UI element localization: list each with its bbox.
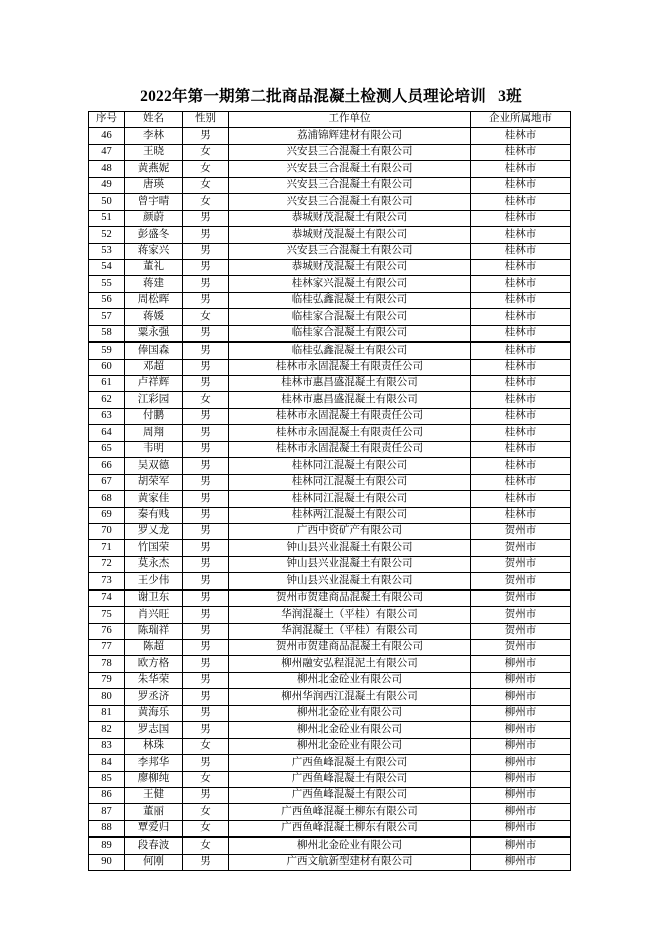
cell-sex: 男: [183, 491, 229, 507]
cell-seq: 67: [89, 474, 125, 490]
cell-city: 贺州市: [471, 623, 571, 639]
cell-unit: 荔浦锦辉建材有限公司: [229, 128, 471, 144]
cell-unit: 贺州市贺建商品混凝土有限公司: [229, 640, 471, 656]
cell-sex: 女: [183, 804, 229, 820]
cell-unit: 临桂弘鑫混凝土有限公司: [229, 342, 471, 359]
cell-seq: 73: [89, 573, 125, 590]
cell-sex: 女: [183, 738, 229, 754]
cell-name: 唐瑛: [125, 177, 183, 193]
cell-name: 俸国森: [125, 342, 183, 359]
table-row: [89, 837, 571, 854]
cell-city: 柳州市: [471, 820, 571, 837]
page-title: 2022年第一期第二批商品混凝土检测人员理论培训 3班: [140, 88, 522, 105]
table-header-row: [89, 112, 571, 128]
cell-unit: 兴安县三合混凝土有限公司: [229, 177, 471, 193]
cell-unit: 广西鱼峰混凝土有限公司: [229, 755, 471, 771]
cell-unit: 广西鱼峰混凝土有限公司: [229, 787, 471, 803]
cell-sex: 男: [183, 458, 229, 474]
cell-unit: 华润混凝土（平桂）有限公司: [229, 607, 471, 623]
roster-table-container: [88, 111, 570, 871]
cell-city: 柳州市: [471, 837, 571, 854]
cell-unit: 恭城财茂混凝土有限公司: [229, 259, 471, 275]
cell-sex: 男: [183, 656, 229, 672]
table-row: [89, 722, 571, 738]
cell-seq: 70: [89, 523, 125, 539]
cell-sex: 男: [183, 573, 229, 590]
table-row: [89, 292, 571, 308]
cell-sex: 男: [183, 854, 229, 870]
table-row: [89, 689, 571, 705]
cell-unit: 柳州华润西江混凝土有限公司: [229, 689, 471, 705]
cell-unit: 临桂弘鑫混凝土有限公司: [229, 292, 471, 308]
cell-name: 蒋媛: [125, 309, 183, 325]
cell-city: 柳州市: [471, 722, 571, 738]
column-header-unit: 工作单位: [229, 112, 471, 128]
cell-sex: 男: [183, 523, 229, 539]
cell-city: 桂林市: [471, 161, 571, 177]
cell-name: 莫永杰: [125, 556, 183, 572]
cell-city: 桂林市: [471, 458, 571, 474]
cell-sex: 男: [183, 227, 229, 243]
table-row: [89, 540, 571, 556]
table-row: [89, 194, 571, 210]
cell-seq: 51: [89, 210, 125, 226]
column-header-city: 企业所属地市: [471, 112, 571, 128]
table-row: [89, 210, 571, 226]
cell-name: 蒋建: [125, 276, 183, 292]
cell-unit: 柳州融安弘程混泥土有限公司: [229, 656, 471, 672]
cell-city: 柳州市: [471, 755, 571, 771]
cell-city: 贺州市: [471, 573, 571, 590]
table-row: [89, 623, 571, 639]
cell-sex: 男: [183, 507, 229, 523]
cell-unit: 贺州市贺建商品混凝土有限公司: [229, 590, 471, 607]
cell-name: 付鹏: [125, 408, 183, 424]
cell-seq: 53: [89, 243, 125, 259]
cell-sex: 男: [183, 623, 229, 639]
cell-seq: 64: [89, 425, 125, 441]
cell-city: 桂林市: [471, 491, 571, 507]
cell-name: 罗丞济: [125, 689, 183, 705]
cell-unit: 临桂家合混凝土有限公司: [229, 325, 471, 342]
table-row: [89, 804, 571, 820]
cell-sex: 男: [183, 705, 229, 721]
cell-sex: 女: [183, 837, 229, 854]
cell-city: 柳州市: [471, 738, 571, 754]
table-row: [89, 491, 571, 507]
cell-unit: 桂林市惠昌盛混凝土有限公司: [229, 376, 471, 392]
cell-city: 柳州市: [471, 804, 571, 820]
cell-city: 桂林市: [471, 325, 571, 342]
cell-city: 桂林市: [471, 194, 571, 210]
cell-unit: 柳州北金砼业有限公司: [229, 738, 471, 754]
cell-unit: 桂林同江混凝土有限公司: [229, 458, 471, 474]
cell-seq: 90: [89, 854, 125, 870]
cell-name: 颜蔚: [125, 210, 183, 226]
cell-unit: 钟山县兴业混凝土有限公司: [229, 556, 471, 572]
cell-name: 董礼: [125, 259, 183, 275]
cell-unit: 兴安县三合混凝土有限公司: [229, 144, 471, 160]
cell-name: 韦明: [125, 441, 183, 457]
cell-name: 肖兴旺: [125, 607, 183, 623]
cell-name: 曾宇晴: [125, 194, 183, 210]
cell-sex: 男: [183, 441, 229, 457]
cell-name: 李邦华: [125, 755, 183, 771]
table-row: [89, 458, 571, 474]
cell-city: 桂林市: [471, 177, 571, 193]
cell-name: 周翔: [125, 425, 183, 441]
cell-seq: 79: [89, 672, 125, 688]
cell-seq: 62: [89, 392, 125, 408]
cell-sex: 男: [183, 607, 229, 623]
cell-seq: 50: [89, 194, 125, 210]
table-row: [89, 392, 571, 408]
cell-city: 贺州市: [471, 556, 571, 572]
cell-sex: 男: [183, 376, 229, 392]
cell-seq: 52: [89, 227, 125, 243]
table-row: [89, 309, 571, 325]
cell-name: 廖柳纯: [125, 771, 183, 787]
cell-city: 柳州市: [471, 656, 571, 672]
cell-name: 周松晖: [125, 292, 183, 308]
table-row: [89, 259, 571, 275]
cell-city: 桂林市: [471, 408, 571, 424]
table-row: [89, 474, 571, 490]
cell-name: 江彩园: [125, 392, 183, 408]
cell-city: 桂林市: [471, 342, 571, 359]
cell-sex: 男: [183, 590, 229, 607]
cell-seq: 89: [89, 837, 125, 854]
cell-seq: 86: [89, 787, 125, 803]
table-row: [89, 738, 571, 754]
table-row: [89, 276, 571, 292]
cell-name: 竹国荣: [125, 540, 183, 556]
table-row: [89, 820, 571, 837]
table-row: [89, 705, 571, 721]
cell-name: 黄家佳: [125, 491, 183, 507]
table-row: [89, 177, 571, 193]
cell-sex: 男: [183, 689, 229, 705]
cell-unit: 兴安县三合混凝土有限公司: [229, 243, 471, 259]
cell-unit: 广西文航新型建材有限公司: [229, 854, 471, 870]
cell-city: 桂林市: [471, 144, 571, 160]
cell-seq: 58: [89, 325, 125, 342]
cell-name: 王少伟: [125, 573, 183, 590]
cell-city: 桂林市: [471, 441, 571, 457]
cell-city: 柳州市: [471, 854, 571, 870]
cell-name: 谢卫东: [125, 590, 183, 607]
cell-city: 桂林市: [471, 376, 571, 392]
table-header: [89, 112, 571, 128]
cell-unit: 桂林同江混凝土有限公司: [229, 474, 471, 490]
cell-name: 陈超: [125, 640, 183, 656]
cell-seq: 81: [89, 705, 125, 721]
cell-seq: 59: [89, 342, 125, 359]
cell-name: 吴双德: [125, 458, 183, 474]
cell-sex: 男: [183, 325, 229, 342]
cell-sex: 女: [183, 820, 229, 837]
cell-name: 罗乂龙: [125, 523, 183, 539]
cell-name: 林珠: [125, 738, 183, 754]
cell-unit: 广西鱼峰混凝土有限公司: [229, 771, 471, 787]
cell-city: 桂林市: [471, 392, 571, 408]
cell-seq: 76: [89, 623, 125, 639]
cell-unit: 桂林市永固混凝土有限责任公司: [229, 408, 471, 424]
table-row: [89, 128, 571, 144]
cell-unit: 桂林市永固混凝土有限责任公司: [229, 441, 471, 457]
cell-name: 邓超: [125, 359, 183, 375]
cell-seq: 82: [89, 722, 125, 738]
roster-table: [88, 111, 571, 871]
cell-name: 黄海乐: [125, 705, 183, 721]
cell-seq: 84: [89, 755, 125, 771]
cell-city: 桂林市: [471, 309, 571, 325]
table-row: [89, 507, 571, 523]
cell-sex: 男: [183, 640, 229, 656]
cell-seq: 69: [89, 507, 125, 523]
cell-sex: 女: [183, 771, 229, 787]
cell-sex: 男: [183, 259, 229, 275]
cell-unit: 兴安县三合混凝土有限公司: [229, 161, 471, 177]
column-header-sex: 性别: [183, 112, 229, 128]
table-row: [89, 359, 571, 375]
cell-city: 桂林市: [471, 359, 571, 375]
cell-sex: 女: [183, 194, 229, 210]
cell-sex: 女: [183, 309, 229, 325]
table-row: [89, 408, 571, 424]
cell-unit: 桂林市惠昌盛混凝土有限公司: [229, 392, 471, 408]
cell-name: 欧方格: [125, 656, 183, 672]
cell-seq: 85: [89, 771, 125, 787]
cell-sex: 男: [183, 540, 229, 556]
cell-city: 桂林市: [471, 276, 571, 292]
cell-seq: 56: [89, 292, 125, 308]
cell-unit: 柳州北金砼业有限公司: [229, 837, 471, 854]
column-header-seq: 序号: [89, 112, 125, 128]
cell-seq: 75: [89, 607, 125, 623]
cell-city: 贺州市: [471, 590, 571, 607]
cell-sex: 男: [183, 292, 229, 308]
cell-name: 蒋家兴: [125, 243, 183, 259]
cell-unit: 钟山县兴业混凝土有限公司: [229, 540, 471, 556]
cell-seq: 77: [89, 640, 125, 656]
cell-unit: 桂林同江混凝土有限公司: [229, 491, 471, 507]
cell-seq: 48: [89, 161, 125, 177]
table-row: [89, 376, 571, 392]
cell-sex: 女: [183, 144, 229, 160]
cell-sex: 女: [183, 177, 229, 193]
cell-city: 贺州市: [471, 607, 571, 623]
cell-seq: 68: [89, 491, 125, 507]
cell-unit: 钟山县兴业混凝土有限公司: [229, 573, 471, 590]
column-header-name: 姓名: [125, 112, 183, 128]
cell-seq: 87: [89, 804, 125, 820]
cell-seq: 66: [89, 458, 125, 474]
cell-sex: 男: [183, 128, 229, 144]
table-row: [89, 425, 571, 441]
cell-seq: 61: [89, 376, 125, 392]
cell-seq: 49: [89, 177, 125, 193]
cell-name: 覃爱归: [125, 820, 183, 837]
cell-unit: 华润混凝土（平桂）有限公司: [229, 623, 471, 639]
cell-sex: 男: [183, 210, 229, 226]
cell-seq: 57: [89, 309, 125, 325]
cell-city: 桂林市: [471, 507, 571, 523]
cell-city: 桂林市: [471, 227, 571, 243]
cell-sex: 男: [183, 755, 229, 771]
cell-name: 秦有贱: [125, 507, 183, 523]
table-row: [89, 523, 571, 539]
cell-unit: 广西中资矿产有限公司: [229, 523, 471, 539]
cell-unit: 恭城财茂混凝土有限公司: [229, 210, 471, 226]
cell-unit: 桂林家兴混凝土有限公司: [229, 276, 471, 292]
cell-unit: 桂林市永固混凝土有限责任公司: [229, 359, 471, 375]
table-row: [89, 556, 571, 572]
cell-sex: 男: [183, 408, 229, 424]
cell-name: 粟永强: [125, 325, 183, 342]
cell-seq: 54: [89, 259, 125, 275]
cell-city: 桂林市: [471, 425, 571, 441]
table-row: [89, 227, 571, 243]
table-row: [89, 590, 571, 607]
cell-unit: 恭城财茂混凝土有限公司: [229, 227, 471, 243]
table-row: [89, 607, 571, 623]
table-row: [89, 640, 571, 656]
cell-unit: 柳州北金砼业有限公司: [229, 672, 471, 688]
cell-name: 罗志国: [125, 722, 183, 738]
cell-seq: 72: [89, 556, 125, 572]
cell-city: 桂林市: [471, 243, 571, 259]
cell-seq: 63: [89, 408, 125, 424]
table-body: [89, 128, 571, 871]
cell-name: 李林: [125, 128, 183, 144]
table-row: [89, 787, 571, 803]
cell-seq: 46: [89, 128, 125, 144]
cell-city: 桂林市: [471, 210, 571, 226]
table-row: [89, 755, 571, 771]
cell-unit: 桂林两江混凝土有限公司: [229, 507, 471, 523]
cell-seq: 60: [89, 359, 125, 375]
cell-city: 贺州市: [471, 523, 571, 539]
cell-sex: 男: [183, 672, 229, 688]
cell-unit: 柳州北金砼业有限公司: [229, 722, 471, 738]
cell-city: 桂林市: [471, 474, 571, 490]
table-row: [89, 573, 571, 590]
cell-sex: 男: [183, 474, 229, 490]
table-row: [89, 325, 571, 342]
cell-sex: 男: [183, 342, 229, 359]
cell-seq: 78: [89, 656, 125, 672]
cell-name: 彭盛冬: [125, 227, 183, 243]
cell-sex: 男: [183, 722, 229, 738]
cell-sex: 男: [183, 787, 229, 803]
cell-seq: 74: [89, 590, 125, 607]
table-row: [89, 161, 571, 177]
table-row: [89, 656, 571, 672]
cell-seq: 80: [89, 689, 125, 705]
cell-seq: 83: [89, 738, 125, 754]
cell-seq: 71: [89, 540, 125, 556]
cell-sex: 女: [183, 161, 229, 177]
cell-city: 柳州市: [471, 689, 571, 705]
cell-unit: 兴安县三合混凝土有限公司: [229, 194, 471, 210]
cell-city: 桂林市: [471, 259, 571, 275]
table-row: [89, 441, 571, 457]
cell-city: 贺州市: [471, 640, 571, 656]
cell-name: 朱华荣: [125, 672, 183, 688]
cell-name: 陈瑞祥: [125, 623, 183, 639]
cell-city: 柳州市: [471, 672, 571, 688]
cell-unit: 临桂家合混凝土有限公司: [229, 309, 471, 325]
table-row: [89, 771, 571, 787]
cell-seq: 88: [89, 820, 125, 837]
cell-unit: 广西鱼峰混凝土柳东有限公司: [229, 804, 471, 820]
cell-name: 黄燕妮: [125, 161, 183, 177]
cell-sex: 男: [183, 556, 229, 572]
cell-name: 王健: [125, 787, 183, 803]
cell-unit: 柳州北金砼业有限公司: [229, 705, 471, 721]
cell-sex: 男: [183, 243, 229, 259]
cell-city: 柳州市: [471, 705, 571, 721]
cell-seq: 55: [89, 276, 125, 292]
cell-unit: 桂林市永固混凝土有限责任公司: [229, 425, 471, 441]
cell-city: 贺州市: [471, 540, 571, 556]
cell-seq: 65: [89, 441, 125, 457]
cell-name: 董丽: [125, 804, 183, 820]
cell-name: 卢祥辉: [125, 376, 183, 392]
cell-name: 王晓: [125, 144, 183, 160]
table-row: [89, 672, 571, 688]
cell-city: 桂林市: [471, 128, 571, 144]
cell-city: 柳州市: [471, 771, 571, 787]
cell-name: 段春波: [125, 837, 183, 854]
table-row: [89, 243, 571, 259]
cell-city: 桂林市: [471, 292, 571, 308]
cell-sex: 男: [183, 359, 229, 375]
cell-name: 胡荣军: [125, 474, 183, 490]
cell-unit: 广西鱼峰混凝土柳东有限公司: [229, 820, 471, 837]
cell-sex: 女: [183, 392, 229, 408]
cell-sex: 男: [183, 425, 229, 441]
table-row: [89, 342, 571, 359]
cell-city: 柳州市: [471, 787, 571, 803]
cell-seq: 47: [89, 144, 125, 160]
table-row: [89, 854, 571, 870]
cell-name: 何刚: [125, 854, 183, 870]
table-row: [89, 144, 571, 160]
cell-sex: 男: [183, 276, 229, 292]
